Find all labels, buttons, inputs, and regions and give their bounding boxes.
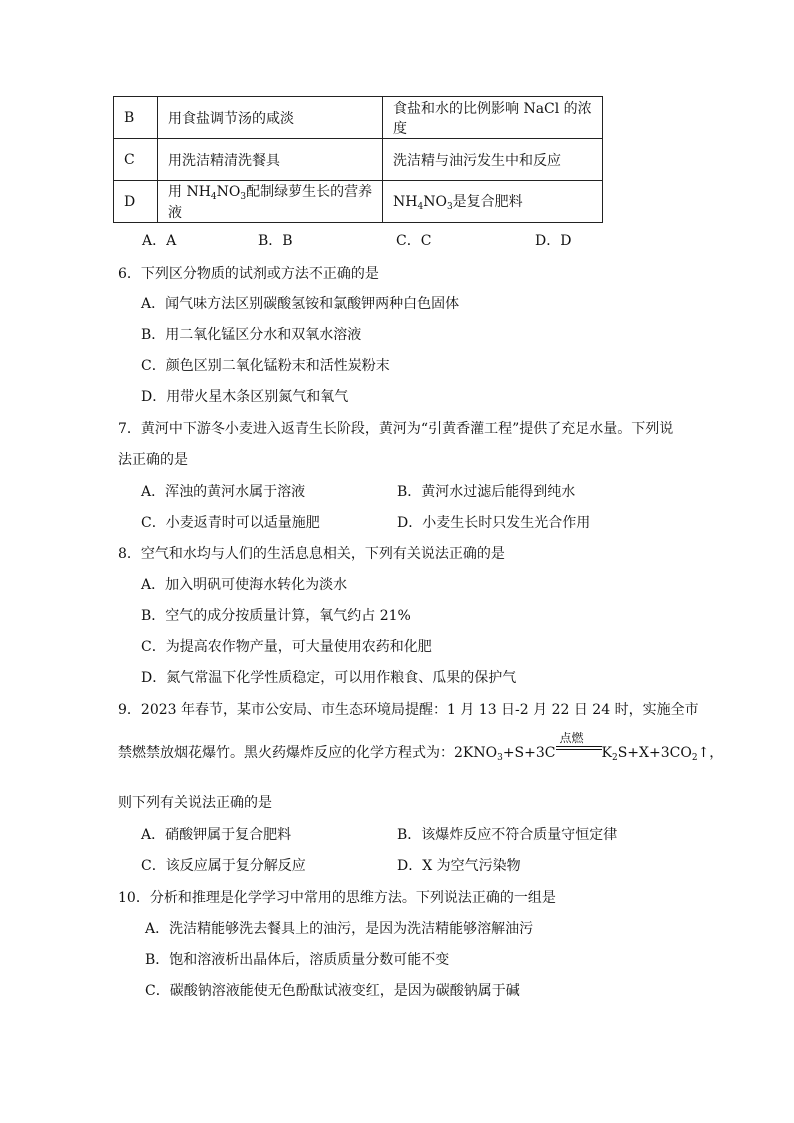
q6-option-a[interactable]: A．闻气味方法区别碳酸氢铵和氯酸钾两种白色固体 xyxy=(141,296,460,312)
q9-equation-line: 禁燃禁放烟花爆竹。黑火药爆炸反应的化学方程式为：$2KNO_3+S+3C$ 点燃 $K_2S+X+3CO_2↑$， xyxy=(118,731,724,763)
table-cell-option: B xyxy=(114,97,158,139)
q5-option-b[interactable]: B．B xyxy=(258,233,293,249)
q5-option-d[interactable]: D．D xyxy=(535,233,572,249)
table-cell-option: D xyxy=(114,181,158,223)
q10-stem: 10．分析和推理是化学学习中常用的思维方法。下列说法正确的一组是 xyxy=(118,890,556,906)
q10-option-c[interactable]: C．碳酸钠溶液能使无色酚酞试液变红，是因为碳酸钠属于碱 xyxy=(145,983,520,999)
table-row xyxy=(114,181,603,223)
q5-option-c[interactable]: C．C xyxy=(396,233,432,249)
q7-option-b[interactable]: B．黄河水过滤后能得到纯水 xyxy=(397,484,576,500)
q7-option-c[interactable]: C．小麦返青时可以适量施肥 xyxy=(141,515,320,531)
q6-stem: 6．下列区分物质的试剂或方法不正确的是 xyxy=(118,266,379,282)
q7-stem-line2: 法正确的是 xyxy=(118,452,188,468)
table-cell-reason: $NH_4NO_3$是复合肥料 xyxy=(383,181,603,223)
q6-option-d[interactable]: D．用带火星木条区别氮气和氧气 xyxy=(141,389,349,405)
table-cell-reason: 食盐和水的比例影响 NaCl 的浓度 xyxy=(383,97,603,139)
q9-option-b[interactable]: B．该爆炸反应不符合质量守恒定律 xyxy=(397,827,618,843)
q8-option-d[interactable]: D．氮气常温下化学性质稳定，可以用作粮食、瓜果的保护气 xyxy=(141,670,517,686)
table-cell-reason: 洗洁精与油污发生中和反应 xyxy=(383,139,603,181)
q9-option-d[interactable]: D．X 为空气污染物 xyxy=(397,858,521,874)
q8-option-b[interactable]: B．空气的成分按质量计算，氧气约占 21% xyxy=(141,608,411,624)
q8-stem: 8．空气和水均与人们的生活息息相关，下列有关说法正确的是 xyxy=(118,546,505,562)
q5-options-table xyxy=(113,96,603,223)
q6-option-c[interactable]: C．颜色区别二氧化锰粉末和活性炭粉末 xyxy=(141,358,390,374)
table-cell-option: C xyxy=(114,139,158,181)
reaction-condition: 点燃 xyxy=(559,731,584,745)
q7-option-d[interactable]: D．小麦生长时只发生光合作用 xyxy=(397,515,591,531)
q10-option-a[interactable]: A．洗洁精能够洗去餐具上的油污，是因为洗洁精能够溶解油污 xyxy=(145,921,534,937)
q10-option-b[interactable]: B．饱和溶液析出晶体后，溶质质量分数可能不变 xyxy=(145,952,450,968)
q8-option-a[interactable]: A．加入明矾可使海水转化为淡水 xyxy=(141,577,348,593)
table-row xyxy=(114,139,603,181)
q7-option-a[interactable]: A．浑浊的黄河水属于溶液 xyxy=(141,484,306,500)
q9-stem-line3: 则下列有关说法正确的是 xyxy=(118,795,272,811)
table-row xyxy=(114,97,603,139)
q5-option-a[interactable]: A．A xyxy=(142,233,177,249)
q9-option-a[interactable]: A．硝酸钾属于复合肥料 xyxy=(141,827,292,843)
q6-option-b[interactable]: B．用二氧化锰区分水和双氧水溶液 xyxy=(141,327,362,343)
table-cell-practice: 用食盐调节汤的咸淡 xyxy=(158,97,383,139)
q7-stem-line1: 7．黄河中下游冬小麦进入返青生长阶段，黄河为“引黄香灌工程”提供了充足水量。下列说 xyxy=(118,421,674,437)
table-cell-practice: 用洗洁精清洗餐具 xyxy=(158,139,383,181)
q9-stem-line1: 9．2023 年春节，某市公安局、市生态环境局提醒：1 月 13 日-2 月 22 日 24 时，实施全市 xyxy=(118,702,699,718)
q8-option-c[interactable]: C．为提高农作物产量，可大量使用农药和化肥 xyxy=(141,639,432,655)
q9-option-c[interactable]: C．该反应属于复分解反应 xyxy=(141,858,306,874)
reaction-condition-arrow xyxy=(556,731,602,757)
table-cell-practice: 用 $NH_4NO_3$配制绿萝生长的营养液 xyxy=(158,181,383,223)
